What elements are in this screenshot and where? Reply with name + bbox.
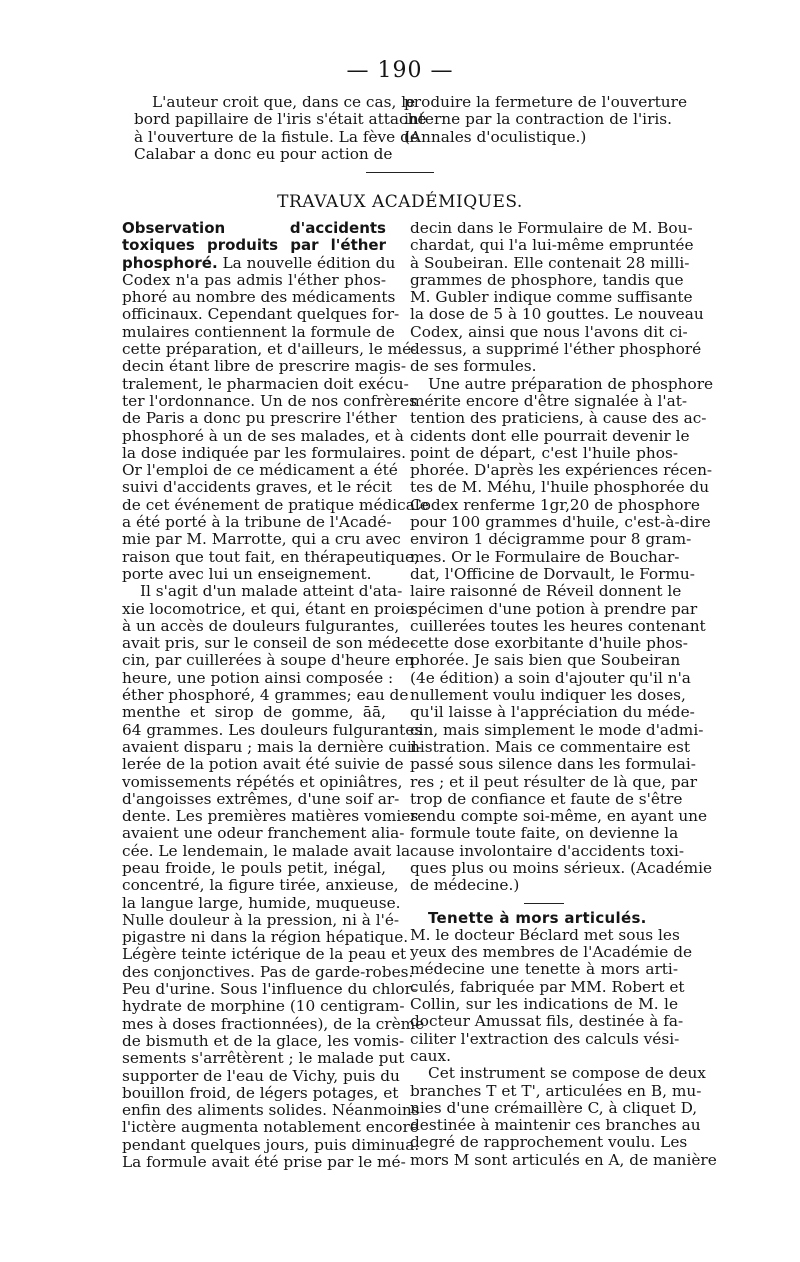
text-line: Or l'emploi de ce médicament a été bbox=[122, 461, 398, 480]
text-line: dente. Les premières matières vomies bbox=[122, 807, 419, 826]
top-left-text bbox=[134, 93, 427, 163]
text-line: peau froide, le pouls petit, inégal, bbox=[122, 858, 386, 877]
text-line: spécimen d'une potion à prendre par bbox=[410, 599, 698, 618]
left-column bbox=[122, 219, 429, 1172]
text-line: M. le docteur Béclard met sous les bbox=[410, 925, 680, 944]
text-line: à l'ouverture de la fistule. La fève de bbox=[134, 127, 419, 146]
text-line: sements s'arrêtèrent ; le malade put bbox=[122, 1049, 405, 1068]
text-line: Calabar a donc eu pour action de bbox=[134, 144, 393, 163]
text-line: la dose de 5 à 10 gouttes. Le nouveau bbox=[410, 305, 704, 324]
text-line: mérite encore d'être signalée à l'at- bbox=[410, 391, 688, 410]
text-line: ciliter l'extraction des calculs vési- bbox=[410, 1029, 680, 1048]
text-line: Une autre préparation de phosphore bbox=[428, 374, 714, 393]
text-line: bord papillaire de l'iris s'était attaché bbox=[134, 110, 427, 129]
right-body-b bbox=[410, 925, 717, 1169]
text-line: lerée de la potion avait été suivie de bbox=[122, 755, 404, 774]
text-line: pigastre ni dans la région hépatique. bbox=[122, 928, 409, 947]
page-number: — 190 — bbox=[346, 58, 454, 83]
text-line: des conjonctives. Pas de garde-robes. bbox=[122, 962, 414, 981]
text-line: pour 100 grammes d'huile, c'est-à-dire bbox=[410, 513, 711, 532]
text-line: cée. Le lendemain, le malade avait la bbox=[122, 841, 411, 860]
text-line: mulaires contiennent la formule de bbox=[122, 322, 395, 341]
article-heading-line2: toxiques produits par l'éther bbox=[122, 236, 386, 255]
text-line: de bismuth et de la glace, les vomis- bbox=[122, 1031, 405, 1050]
text-line: vomissements répétés et opiniâtres, bbox=[122, 772, 403, 791]
text-line: a été porté à la tribune de l'Acadé- bbox=[122, 513, 392, 532]
text-line: produire la fermeture de l'ouverture bbox=[404, 93, 687, 111]
text-line: Codex, ainsi que nous l'avons dit ci- bbox=[410, 322, 688, 341]
top-right-text bbox=[404, 93, 687, 146]
text-line: d'angoisses extrêmes, d'une soif ar- bbox=[122, 789, 400, 808]
text-line: chardat, qui l'a lui-même empruntée bbox=[410, 236, 694, 255]
text-line: (Annales d'oculistique.) bbox=[404, 127, 587, 146]
text-line: Codex n'a pas admis l'éther phos- bbox=[122, 270, 386, 289]
text-line: passé sous silence dans les formulai- bbox=[410, 755, 696, 774]
text-line: cidents dont elle pourrait devenir le bbox=[410, 426, 690, 445]
short-rule bbox=[524, 903, 564, 904]
text-line: ter l'ordonnance. Un de nos confrères bbox=[122, 391, 417, 410]
text-line: Peu d'urine. Sous l'influence du chlor- bbox=[122, 980, 418, 999]
text-line: culés, fabriquée par MM. Robert et bbox=[410, 977, 685, 996]
text-line: tes de M. Méhu, l'huile phosphorée du bbox=[410, 478, 710, 497]
text-line: phorée. Je sais bien que Soubeiran bbox=[410, 651, 681, 670]
text-line: nies d'une crémaillère C, à cliquet D, bbox=[410, 1098, 698, 1117]
text-line: avait pris, sur le conseil de son méde- bbox=[122, 634, 416, 653]
text-line: cin, par cuillerées à soupe d'heure en bbox=[122, 651, 414, 670]
text-line: pendant quelques jours, puis diminua. bbox=[122, 1135, 420, 1154]
text-line: enfin des aliments solides. Néanmoins bbox=[122, 1101, 420, 1120]
text-line: formule toute faite, on devienne la bbox=[410, 824, 679, 843]
text-line: Codex renferme 1gr,20 de phosphore bbox=[410, 495, 700, 514]
section-title: TRAVAUX ACADÉMIQUES. bbox=[277, 192, 523, 212]
text-line: cette préparation, et d'ailleurs, le mé- bbox=[122, 340, 417, 359]
text-line: de médecine.) bbox=[410, 876, 520, 895]
text-line: mie par M. Marrotte, qui a cru avec bbox=[122, 530, 401, 549]
text-line: suivi d'accidents graves, et le récit bbox=[122, 478, 393, 497]
text-line: à un accès de douleurs fulgurantes, bbox=[122, 616, 400, 635]
text-line: decin étant libre de prescrire magis- bbox=[122, 357, 407, 376]
text-line: yeux des membres de l'Académie de bbox=[410, 943, 693, 962]
text-line: la dose indiquée par les formulaires. bbox=[122, 443, 406, 462]
text-line: mes. Or le Formulaire de Bouchar- bbox=[410, 547, 680, 566]
text-line: res ; et il peut résulter de là que, par bbox=[410, 772, 698, 791]
text-line: dessus, a supprimé l'éther phosphoré bbox=[410, 340, 702, 359]
text-line: tralement, le pharmacien doit exécu- bbox=[122, 374, 409, 393]
text-line: docteur Amussat fils, destinée à fa- bbox=[410, 1012, 684, 1031]
text-line: de cet événement de pratique médicale bbox=[122, 495, 429, 514]
article-heading-bold: phosphoré. bbox=[122, 253, 218, 272]
text-line: 64 grammes. Les douleurs fulgurantes bbox=[122, 720, 423, 739]
text-line: xie locomotrice, et qui, étant en proie bbox=[122, 599, 415, 618]
text-line: (4e édition) a soin d'ajouter qu'il n'a bbox=[410, 668, 691, 687]
text-line: nistration. Mais ce commentaire est bbox=[410, 737, 690, 756]
text-line: heure, une potion ainsi composée : bbox=[122, 668, 394, 687]
text-line: decin dans le Formulaire de M. Bou- bbox=[410, 219, 693, 237]
left-body bbox=[122, 270, 429, 1172]
text-line: phoré au nombre des médicaments bbox=[122, 288, 396, 307]
text-line: qu'il laisse à l'appréciation du méde- bbox=[410, 703, 695, 722]
text-line: hydrate de morphine (10 centigram- bbox=[122, 997, 405, 1016]
text-line: cause involontaire d'accidents toxi- bbox=[410, 841, 684, 860]
text-line: dat, l'Officine de Dorvault, le Formu- bbox=[410, 564, 695, 583]
text-line: caux. bbox=[410, 1046, 452, 1065]
text-line: tention des praticiens, à cause des ac- bbox=[410, 409, 707, 428]
text-line: avaient une odeur franchement aliа- bbox=[122, 824, 405, 843]
text-line: L'auteur croit que, dans ce cas, le bbox=[152, 93, 416, 111]
text-line: branches T et T', articulées en B, mu- bbox=[410, 1081, 702, 1100]
text-line: à Soubeiran. Elle contenait 28 milli- bbox=[410, 253, 690, 272]
article-heading-line3 bbox=[122, 253, 396, 272]
text-line: cette dose exorbitante d'huile phos- bbox=[410, 634, 688, 653]
text-line: médecine une tenette à mors arti- bbox=[410, 960, 678, 979]
text-line: La formule avait été prise par le mé- bbox=[122, 1153, 406, 1172]
text-line: point de départ, c'est l'huile phos- bbox=[410, 443, 678, 462]
text-line: avaient disparu ; mais la dernière cuil- bbox=[122, 737, 422, 756]
text-line: trop de confiance et faute de s'être bbox=[410, 789, 683, 808]
text-line: destinée à maintenir ces branches au bbox=[410, 1116, 701, 1135]
text-line: porte avec lui un enseignement. bbox=[122, 564, 372, 583]
article-heading-line1: Observation d'accidents bbox=[122, 219, 386, 237]
text-line: laire raisonné de Réveil donnent le bbox=[410, 582, 682, 601]
text-line: Nulle douleur à la pression, ni à l'é- bbox=[122, 910, 400, 929]
text-line: Il s'agit d'un malade atteint d'ata- bbox=[140, 582, 403, 601]
text-line: éther phosphoré, 4 grammes; eau de bbox=[122, 686, 409, 705]
text-line: rendu compte soi-même, en ayant une bbox=[410, 807, 708, 826]
text-line: Légère teinte ictérique de la peau et bbox=[122, 945, 407, 964]
right-column bbox=[410, 219, 717, 1169]
right-body-a bbox=[410, 219, 714, 895]
text-line: ques plus ou moins sérieux. (Académie bbox=[410, 858, 713, 877]
text-line: supporter de l'eau de Vichy, puis du bbox=[122, 1066, 400, 1085]
text-line: de ses formules. bbox=[410, 357, 537, 376]
text-line: Cet instrument se compose de deux bbox=[428, 1064, 706, 1083]
text-line: nullement voulu indiquer les doses, bbox=[410, 686, 686, 705]
text-line: la langue large, humide, muqueuse. bbox=[122, 893, 401, 912]
text-line: de Paris a donc pu prescrire l'éther bbox=[122, 409, 397, 428]
text-line: bouillon froid, de légers potages, et bbox=[122, 1083, 399, 1102]
text-line: Collin, sur les indications de M. le bbox=[410, 995, 678, 1014]
text-line: menthe et sirop de gomme, āā, bbox=[122, 703, 386, 722]
text-line: phorée. D'après les expériences récen- bbox=[410, 461, 713, 480]
text-line: M. Gubler indique comme suffisante bbox=[410, 288, 693, 307]
text-line: interne par la contraction de l'iris. bbox=[404, 110, 672, 129]
text-line: officinaux. Cependant quelques for- bbox=[122, 305, 400, 324]
text-line: phosphoré à un de ses malades, et à bbox=[122, 426, 404, 445]
article-heading-rest: La nouvelle édition du bbox=[217, 253, 396, 272]
text-line: environ 1 décigramme pour 8 gram- bbox=[410, 530, 692, 549]
text-line: grammes de phosphore, tandis que bbox=[410, 270, 684, 289]
text-line: cuillerées toutes les heures contenant bbox=[410, 616, 706, 635]
divider-rule bbox=[366, 172, 434, 173]
article-heading-2: Tenette à mors articulés. bbox=[428, 908, 647, 927]
text-line: mes à doses fractionnées), de la crème bbox=[122, 1014, 425, 1033]
text-line: l'ictère augmenta notablement encore bbox=[122, 1118, 419, 1137]
text-line: cin, mais simplement le mode d'admi- bbox=[410, 720, 704, 739]
text-line: concentré, la figure tirée, anxieuse, bbox=[122, 876, 399, 895]
text-line: degré de rapprochement voulu. Les bbox=[410, 1133, 688, 1152]
text-line: mors M sont articulés en A, de manière bbox=[410, 1150, 717, 1169]
text-line: raison que tout fait, en thérapeutique, bbox=[122, 547, 419, 566]
